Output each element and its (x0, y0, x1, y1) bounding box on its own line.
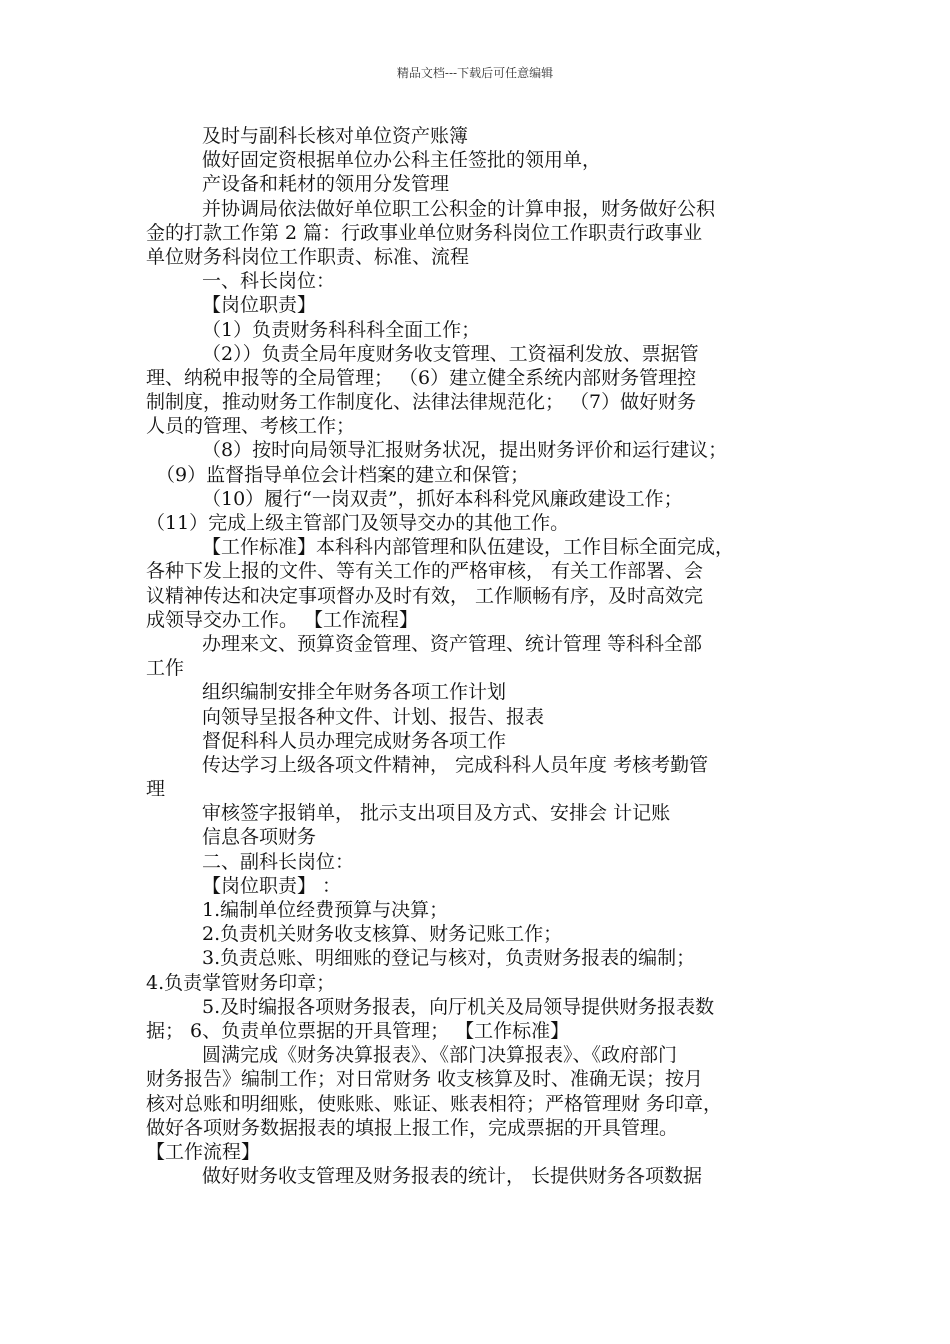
text-line: 【岗位职责】 ： (202, 874, 342, 897)
text-line: 二、副科长岗位： (202, 850, 355, 873)
text-line: 3.负责总账、明细账的登记与核对，负责财务报表的编制； (202, 947, 696, 970)
text-line: 理 (146, 778, 166, 801)
text-line: 并协调局依法做好单位职工公积金的计算申报，财务做好公积 (202, 197, 716, 220)
text-line: 各种下发上报的文件、等有关工作的严格审核， 有关工作部署、会 (146, 560, 704, 583)
text-line: 及时与副科长核对单位资产账簿 (202, 125, 469, 147)
text-line: （9）监督指导单位会计档案的建立和保管； (156, 463, 530, 486)
text-line: 【岗位职责】 (202, 294, 317, 317)
text-line: （10）履行“一岗双责”，抓好本科科党风廉政建设工作； (202, 487, 683, 510)
text-line: 核对总账和明细账，使账账、账证、账表相符；严格管理财 务印章， (146, 1092, 723, 1115)
text-line: 议精神传达和决定事项督办及时有效， 工作顺畅有序，及时高效完 (146, 584, 704, 607)
text-line: 4.负责掌管财务印章； (146, 971, 336, 994)
text-line: 办理来文、预算资金管理、资产管理、统计管理 等科科全部 (202, 632, 703, 655)
document-body (146, 124, 810, 1188)
text-line: 审核签字报销单， 批示支出项目及方式、安排会 计记账 (202, 802, 671, 825)
page-header: 精品文档---下载后可任意编辑 (396, 66, 554, 80)
text-line: 工作 (146, 657, 185, 680)
text-line: 做好财务收支管理及财务报表的统计， 长提供财务各项数据 (202, 1165, 703, 1188)
text-line: 理、纳税申报等的全局管理； （6）建立健全系统内部财务管理控 (146, 366, 697, 389)
text-line: 督促科科人员办理完成财务各项工作 (202, 729, 507, 752)
text-line: （11）完成上级主管部门及领导交办的其他工作。 (146, 512, 570, 534)
text-line: （2））负责全局年度财务收支管理、工资福利发放、票据管 (202, 342, 699, 365)
text-line: 向领导呈报各种文件、计划、报告、报表 (202, 705, 545, 728)
text-line: 信息各项财务 (202, 826, 317, 849)
text-line: 1.编制单位经费预算与决算； (202, 899, 449, 921)
text-line: 做好固定资根据单位办公科主任签批的领用单， (202, 149, 602, 172)
text-line: 一、科长岗位： (202, 270, 336, 293)
text-line: 2.负责机关财务收支核算、财务记账工作； (202, 923, 563, 946)
text-line: （1）负责财务科科科全面工作； (202, 318, 481, 341)
text-line: 成领导交办工作。 【工作流程】 (146, 608, 419, 631)
text-line: 5.及时编报各项财务报表，向厅机关及局领导提供财务报表数 (202, 995, 715, 1018)
text-line: 【工作标准】本科科内部管理和队伍建设，工作目标全面完成， (202, 536, 735, 559)
text-line: 单位财务科岗位工作职责、标准、流程 (146, 245, 470, 268)
text-line: 传达学习上级各项文件精神， 完成科科人员年度 考核考勤管 (202, 753, 709, 776)
text-line: 做好各项财务数据报表的填报上报工作，完成票据的开具管理。 (146, 1116, 679, 1139)
text-line: 财务报告》编制工作；对日常财务 收支核算及时、准确无误；按月 (146, 1068, 704, 1091)
text-line: 制制度，推动财务工作制度化、法律法律规范化； （7）做好财务 (146, 391, 697, 414)
text-line: 金的打款工作第 2 篇：行政事业单位财务科岗位工作职责行政事业 (146, 221, 703, 244)
text-line: 据； 6、负责单位票据的开具管理； 【工作标准】 (146, 1019, 570, 1042)
text-line: 人员的管理、考核工作； (146, 415, 356, 438)
text-line: 组织编制安排全年财务各项工作计划 (202, 681, 507, 704)
text-line: （8）按时向局领导汇报财务状况，提出财务评价和运行建议； (202, 439, 728, 462)
text-line: 【工作流程】 (146, 1140, 261, 1163)
text-line: 圆满完成《财务决算报表》、《部门决算报表》、《政府部门 (202, 1044, 678, 1067)
text-line: 产设备和耗材的领用分发管理 (202, 173, 450, 196)
